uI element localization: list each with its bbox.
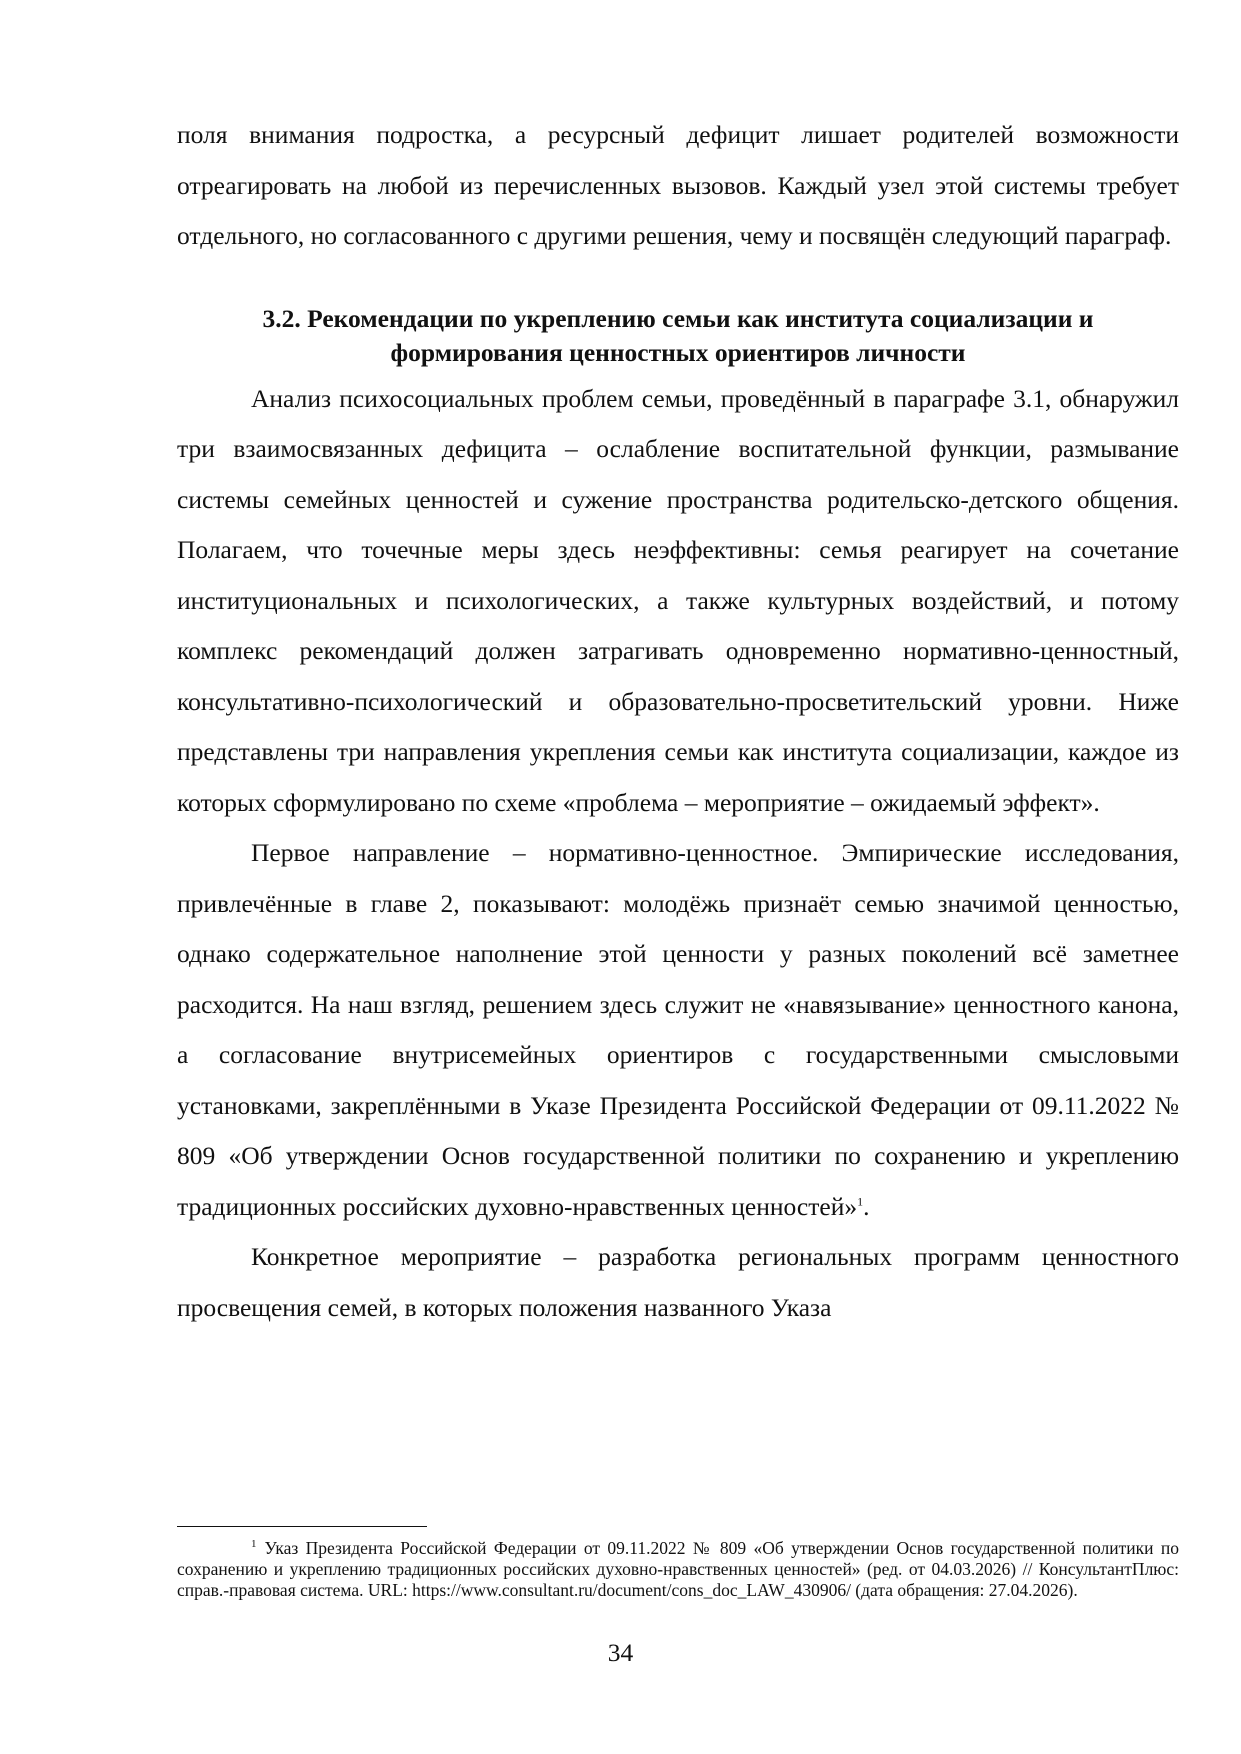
footnote	[177, 1538, 1179, 1601]
section-heading: 3.2. Рекомендации по укреплению семьи как института социализации и формирования ценностных ориентиров личности	[262, 303, 1094, 367]
footnote-separator	[177, 1526, 427, 1527]
paragraph-analysis: Анализ психосоциальных проблем семьи, проведённый в параграфе 3.1, обнаружил три взаимосвязанных дефицита – ослабление воспитательной функции, размывание системы семейных ценностей и сужение пространства родительско-детского общения. Полагаем, что точечные меры здесь неэффективны: семья реагирует на сочетание институциональных и психологических, а также культурных воздействий, и потому комплекс рекомендаций должен затрагивать одновременно нормативно-ценностный, консультативно-психологический и образовательно-просветительский уровни. Ниже представлены три направления укрепления семьи как института социализации, каждое из которых сформулировано по схеме «проблема – мероприятие – ожидаемый эффект».	[177, 383, 1179, 817]
footnote-number: 1	[251, 1538, 257, 1551]
paragraph-continuation: поля внимания подростка, а ресурсный дефицит лишает родителей возможности отреагировать на любой из перечисленных вызовов. Каждый узел этой системы требует отдельного, но согласованного с другими решения, чему и посвящён следующий параграф.	[177, 120, 1179, 250]
page-body	[177, 110, 1179, 1333]
page-number: 34	[607, 1638, 634, 1667]
footnote-reference[interactable]: 1	[857, 1194, 864, 1208]
paragraph-first-direction-text: Первое направление – нормативно-ценностное. Эмпирические исследования, привлечённые в главе 2, показывают: молодёжь признаёт семью значимой ценностью, однако содержательное наполнение этой ценности у разных поколений всё заметнее расходится. На наш взгляд, решением здесь служит не «навязывание» ценностного канона, а согласование внутрисемейных ориентиров с государственными смысловыми установками, закреплёнными в Указе Президента Российской Федерации от 09.11.2022 № 809 «Об утверждении Основ государственной политики по сохранению и укреплению традиционных российских духовно-нравственных ценностей»	[177, 838, 1179, 1221]
paragraph-first-direction	[177, 828, 1179, 1232]
paragraph-measure: Конкретное мероприятие – разработка региональных программ ценностного просвещения семей, в которых положения названного Указа	[177, 1242, 1179, 1322]
paragraph-first-direction-tail: .	[863, 1191, 870, 1221]
footnote-text: Указ Президента Российской Федерации от 09.11.2022 № 809 «Об утверждении Основ государственной политики по сохранению и укреплению традиционных российских духовно-нравственных ценностей» (ред. от 04.03.2026) // КонсультантПлюс: справ.-правовая система. URL: https://www.consultant.ru/document/cons_doc_LAW_430906/ (дата обращения: 27.04.2026).	[177, 1538, 1179, 1600]
